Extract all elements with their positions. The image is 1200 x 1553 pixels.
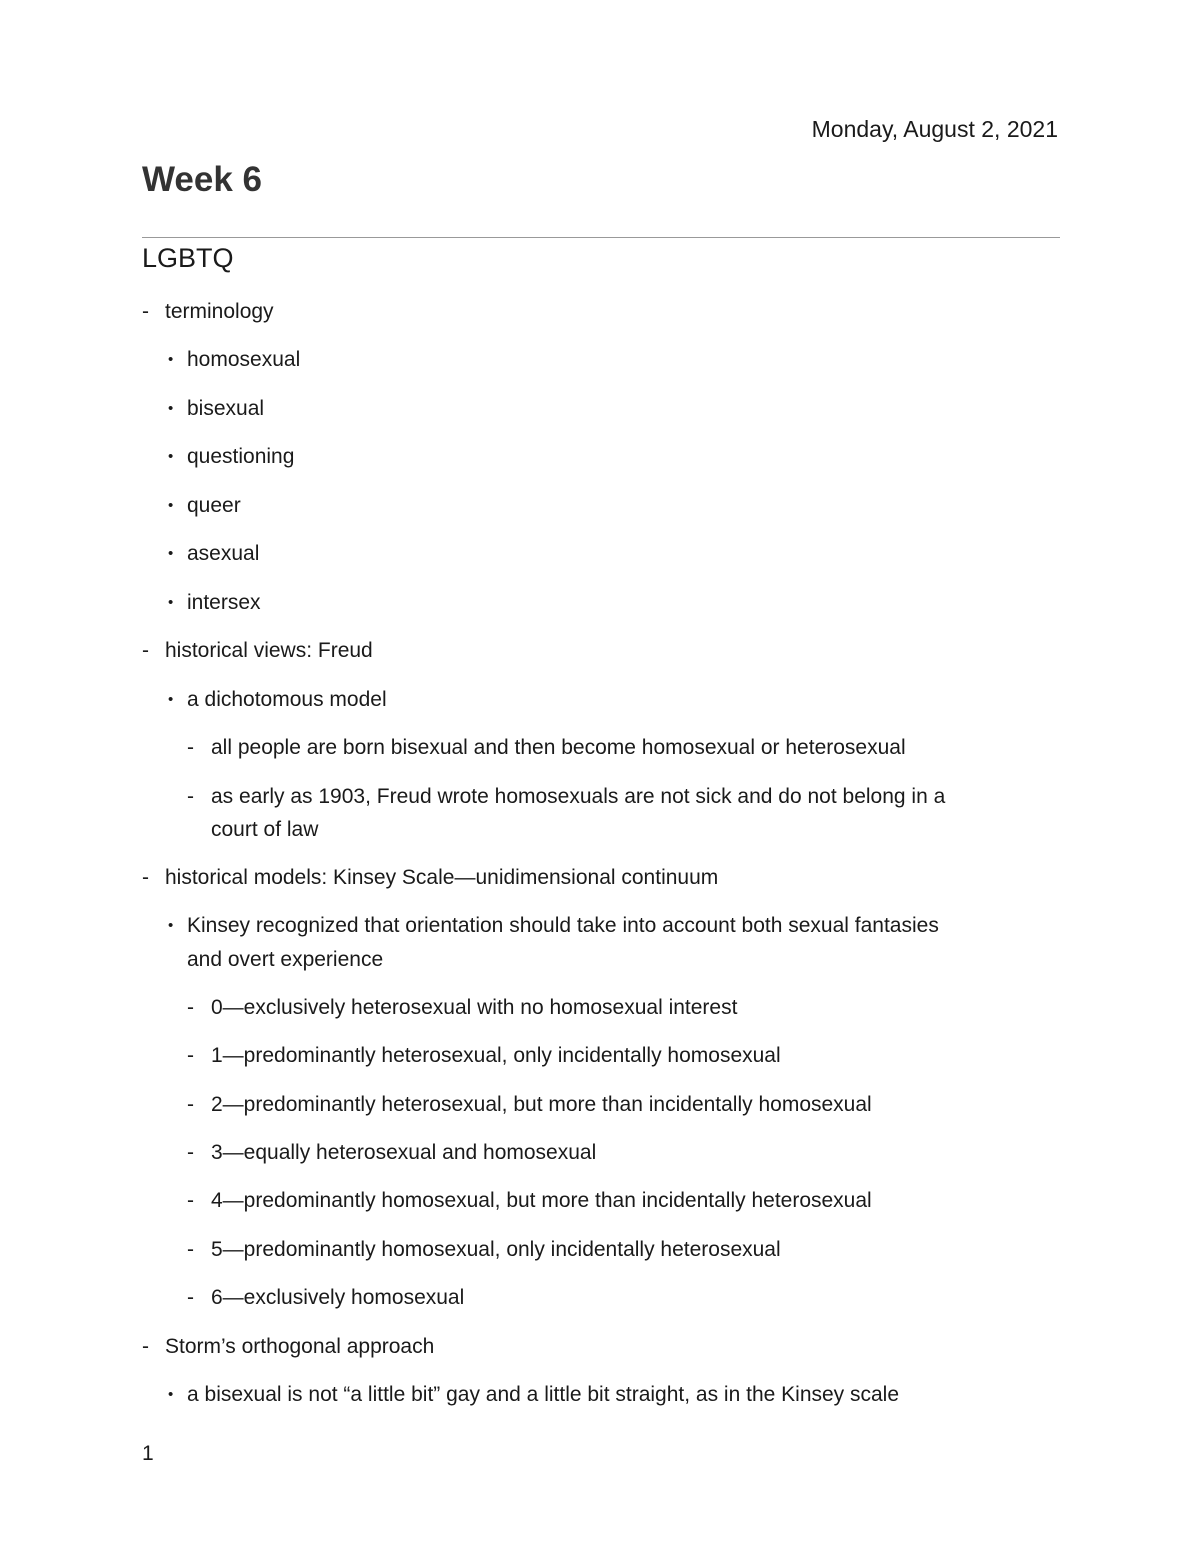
list-item: a bisexual is not “a little bit” gay and a little bit straight, as in the Kinsey scale — [187, 1383, 900, 1406]
dash-marker: - — [187, 996, 194, 1019]
dash-marker: - — [187, 1044, 194, 1067]
dash-marker: - — [187, 785, 194, 808]
dash-marker: - — [187, 1189, 194, 1212]
dash-marker: - — [142, 866, 149, 889]
bullet-marker: • — [168, 691, 174, 708]
page-title: Week 6 — [142, 160, 262, 199]
list-item: asexual — [187, 542, 260, 565]
list-item: 4—predominantly homosexual, but more than incidentally heterosexual — [211, 1189, 872, 1212]
list-item: intersex — [187, 591, 261, 614]
dash-marker: - — [187, 1238, 194, 1261]
list-item: all people are born bisexual and then become homosexual or heterosexual — [211, 736, 906, 759]
dash-marker: - — [187, 1141, 194, 1164]
dash-marker: - — [187, 1093, 194, 1116]
bullet-marker: • — [168, 400, 174, 417]
list-item: terminology — [165, 300, 274, 323]
list-item: historical models: Kinsey Scale—unidimensional continuum — [165, 866, 719, 889]
dash-marker: - — [142, 1335, 149, 1358]
list-item: 0—exclusively heterosexual with no homosexual interest — [211, 996, 738, 1019]
list-item: questioning — [187, 445, 295, 468]
list-item: queer — [187, 494, 241, 517]
list-item: 6—exclusively homosexual — [211, 1286, 465, 1309]
bullet-marker: • — [168, 497, 174, 514]
list-item-continuation: and overt experience — [187, 948, 384, 971]
bullet-marker: • — [168, 351, 174, 368]
title-divider — [142, 237, 1060, 238]
bullet-marker: • — [168, 545, 174, 562]
list-item: as early as 1903, Freud wrote homosexuals are not sick and do not belong in a — [211, 785, 946, 808]
page-number: 1 — [142, 1442, 154, 1465]
dash-marker: - — [187, 736, 194, 759]
list-item: homosexual — [187, 348, 301, 371]
list-item: 2—predominantly heterosexual, but more than incidentally homosexual — [211, 1093, 872, 1116]
list-item: 1—predominantly heterosexual, only incidentally homosexual — [211, 1044, 781, 1067]
list-item: Storm’s orthogonal approach — [165, 1335, 435, 1358]
list-item: historical views: Freud — [165, 639, 373, 662]
list-item: 5—predominantly homosexual, only incidentally heterosexual — [211, 1238, 781, 1261]
date-header: Monday, August 2, 2021 — [811, 116, 1058, 142]
bullet-marker: • — [168, 594, 174, 611]
bullet-marker: • — [168, 917, 174, 934]
list-item: a dichotomous model — [187, 688, 387, 711]
list-item: Kinsey recognized that orientation should take into account both sexual fantasies — [187, 914, 939, 937]
dash-marker: - — [142, 639, 149, 662]
dash-marker: - — [142, 300, 149, 323]
list-item: 3—equally heterosexual and homosexual — [211, 1141, 597, 1164]
list-item: bisexual — [187, 397, 265, 420]
list-item-continuation: court of law — [211, 818, 319, 841]
bullet-marker: • — [168, 1386, 174, 1403]
section-heading: LGBTQ — [142, 243, 234, 273]
bullet-marker: • — [168, 448, 174, 465]
dash-marker: - — [187, 1286, 194, 1309]
